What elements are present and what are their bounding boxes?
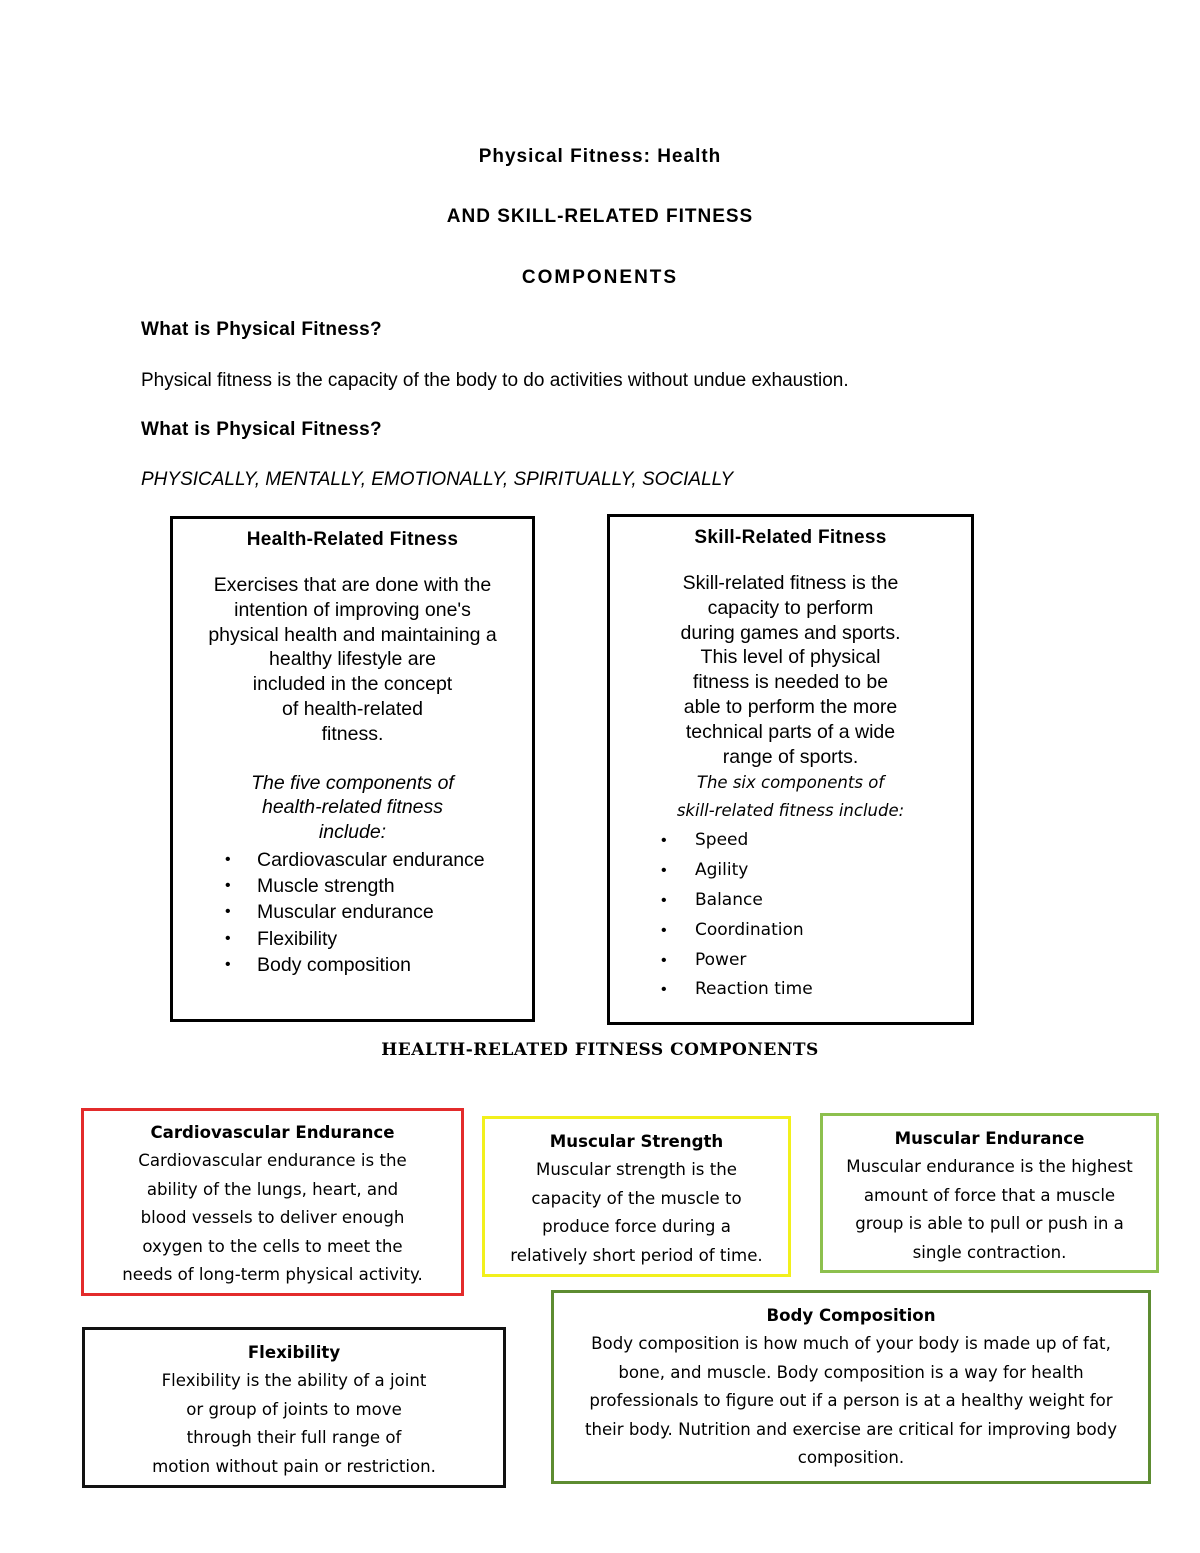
card-line: oxygen to the cells to meet the bbox=[142, 1236, 403, 1256]
card-muscular-endurance bbox=[820, 1113, 1159, 1273]
skill-body-line: fitness is needed to be bbox=[692, 671, 889, 694]
skill-body-line: technical parts of a wide bbox=[685, 720, 896, 743]
health-components-list bbox=[173, 847, 532, 978]
definition-paragraph: Physical fitness is the capacity of the body to do activities without undue exhaustion. bbox=[141, 370, 849, 391]
skill-related-box bbox=[607, 514, 974, 1025]
card-line: their body. Nutrition and exercise are critical for improving body bbox=[584, 1419, 1118, 1439]
health-body-line: physical health and maintaining a bbox=[208, 623, 497, 646]
list-item: • Body composition bbox=[173, 952, 532, 978]
card-line: professionals to figure out if a person is at a healthy weight for bbox=[589, 1391, 1113, 1411]
card-line: through their full range of bbox=[186, 1428, 402, 1448]
card-line: single contraction. bbox=[912, 1242, 1067, 1262]
skill-body-line: capacity to perform bbox=[707, 596, 874, 619]
skill-intro-line: skill-related fitness include: bbox=[676, 801, 905, 821]
question-heading-2: What is Physical Fitness? bbox=[141, 419, 382, 440]
health-intro-line: The five components of bbox=[251, 771, 454, 794]
card-line: needs of long-term physical activity. bbox=[122, 1265, 423, 1285]
section-heading: HEALTH-RELATED FITNESS COMPONENTS bbox=[381, 1040, 819, 1060]
health-box-title: Health-Related Fitness bbox=[246, 529, 459, 550]
health-box-intro bbox=[173, 771, 532, 845]
card-line: group is able to pull or push in a bbox=[855, 1214, 1124, 1234]
card-title: Cardiovascular Endurance bbox=[150, 1123, 395, 1142]
card-flexibility bbox=[82, 1327, 506, 1488]
health-body-line: of health-related bbox=[282, 697, 423, 720]
card-line: ability of the lungs, heart, and bbox=[146, 1179, 399, 1199]
skill-body-line: range of sports. bbox=[722, 745, 859, 768]
card-line: Muscular strength is the bbox=[536, 1160, 737, 1180]
health-intro-line: health-related fitness bbox=[261, 796, 444, 819]
card-cardiovascular-endurance bbox=[81, 1108, 464, 1296]
health-intro-line: include: bbox=[318, 821, 387, 844]
skill-box-intro bbox=[610, 769, 971, 825]
card-line: Cardiovascular endurance is the bbox=[138, 1151, 407, 1171]
health-body-line: fitness. bbox=[321, 722, 384, 745]
doc-title-line-2: AND SKILL-RELATED FITNESS bbox=[446, 206, 754, 227]
card-line: Muscular endurance is the highest bbox=[846, 1157, 1133, 1177]
card-line: amount of force that a muscle bbox=[863, 1185, 1116, 1205]
list-item: • Reaction time bbox=[610, 975, 971, 1005]
question-heading-1: What is Physical Fitness? bbox=[141, 319, 382, 340]
card-muscular-strength bbox=[482, 1116, 791, 1277]
skill-body-line: during games and sports. bbox=[680, 621, 901, 644]
card-line: or group of joints to move bbox=[186, 1399, 402, 1419]
health-body-line: intention of improving one's bbox=[234, 598, 471, 621]
skill-body-line: Skill-related fitness is the bbox=[682, 572, 899, 594]
list-item: • Muscle strength bbox=[173, 873, 532, 899]
skill-intro-line: The six components of bbox=[696, 773, 885, 793]
card-body-composition bbox=[551, 1290, 1151, 1484]
card-title: Muscular Strength bbox=[549, 1132, 724, 1151]
list-item: • Agility bbox=[610, 856, 971, 886]
list-item: • Speed bbox=[610, 826, 971, 856]
card-line: relatively short period of time. bbox=[510, 1245, 763, 1265]
card-title: Flexibility bbox=[247, 1343, 341, 1362]
list-item: • Balance bbox=[610, 886, 971, 916]
card-title: Muscular Endurance bbox=[894, 1129, 1085, 1148]
skill-body-line: able to perform the more bbox=[683, 695, 898, 718]
card-line: bone, and muscle. Body composition is a way for health bbox=[618, 1362, 1084, 1382]
card-line: Flexibility is the ability of a joint bbox=[161, 1371, 427, 1391]
health-box-description bbox=[173, 573, 532, 747]
list-item: • Flexibility bbox=[173, 926, 532, 952]
skill-box-title: Skill-Related Fitness bbox=[694, 527, 887, 548]
health-related-box bbox=[170, 516, 535, 1022]
health-body-line: Exercises that are done with the bbox=[213, 574, 492, 596]
card-line: Body composition is how much of your body is made up of fat, bbox=[591, 1334, 1111, 1354]
list-item: • Power bbox=[610, 946, 971, 976]
skill-components-list bbox=[610, 826, 971, 1005]
fitness-dimensions: PHYSICALLY, MENTALLY, EMOTIONALLY, SPIRITUALLY, SOCIALLY bbox=[141, 469, 734, 490]
skill-box-description bbox=[610, 571, 971, 769]
list-item: • Coordination bbox=[610, 916, 971, 946]
card-title: Body Composition bbox=[766, 1306, 936, 1325]
health-body-line: healthy lifestyle are bbox=[269, 648, 436, 671]
card-line: blood vessels to deliver enough bbox=[140, 1208, 405, 1228]
doc-title-line-1: Physical Fitness: Health bbox=[478, 146, 722, 167]
card-line: capacity of the muscle to bbox=[531, 1188, 742, 1208]
skill-body-line: This level of physical bbox=[700, 646, 881, 669]
card-line: produce force during a bbox=[542, 1217, 731, 1237]
list-item: • Muscular endurance bbox=[173, 899, 532, 925]
health-body-line: included in the concept bbox=[252, 673, 453, 696]
card-line: motion without pain or restriction. bbox=[152, 1456, 436, 1476]
card-line: composition. bbox=[797, 1448, 905, 1468]
doc-title-line-3: COMPONENTS bbox=[521, 267, 679, 288]
list-item: • Cardiovascular endurance bbox=[173, 847, 532, 873]
